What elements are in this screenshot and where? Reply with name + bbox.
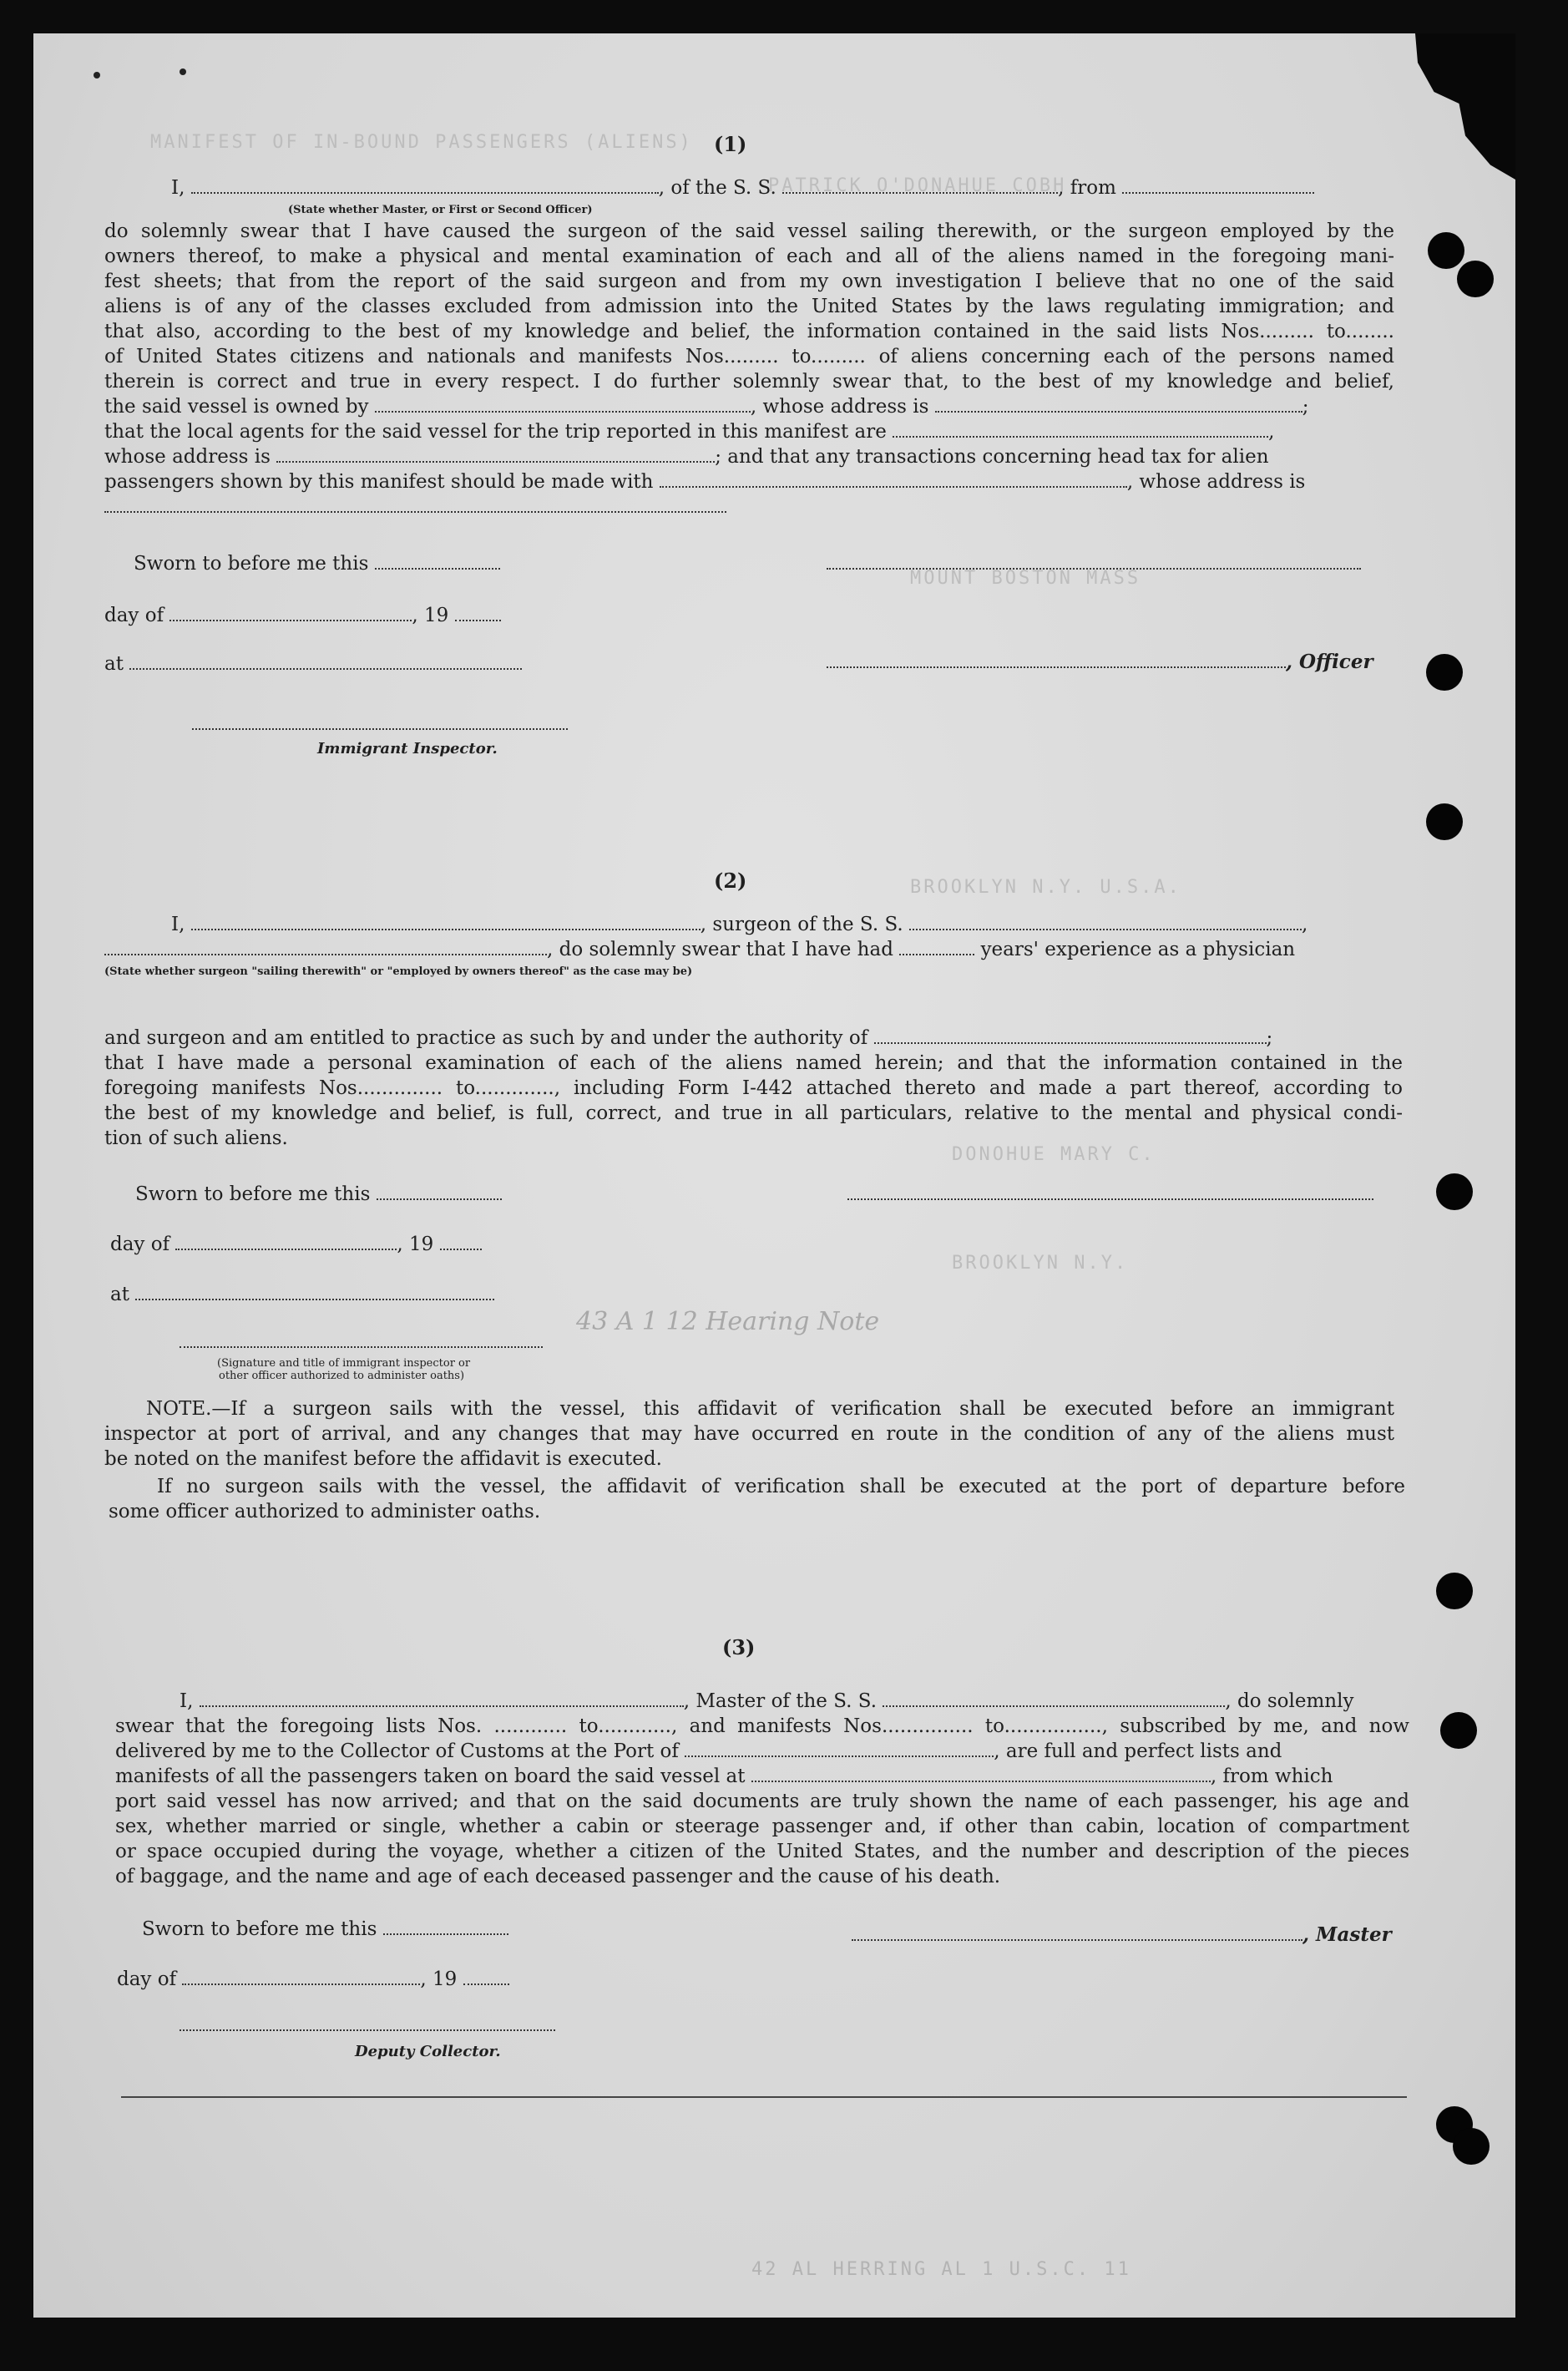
authority-line: and surgeon and am entitled to practice as such by and under the authority of ;	[104, 1027, 1273, 1049]
years-experience-label: years' experience as a physician	[980, 939, 1296, 960]
ink-spot	[94, 72, 100, 79]
handwritten-annotation: 43 A 1 12 Hearing Note	[576, 1307, 880, 1336]
agents-address-label: whose address is	[104, 446, 271, 468]
punch-hole	[1428, 232, 1464, 269]
at-line-1	[104, 651, 522, 676]
owned-by-line: the said vessel is owned by , whose address is ;	[104, 396, 1309, 418]
punch-hole	[1426, 654, 1463, 691]
sworn-label: Sworn to before me this	[134, 553, 369, 575]
section-3-body-line: or space occupied during the voyage, whether a citizen of the United States, and the number and description of the pieces	[115, 1841, 1409, 1862]
section-2-body-line: the best of my knowledge and belief, is full, correct, and true in all particulars, relative to the mental and physical condi-	[104, 1102, 1403, 1124]
authorized-signature-field[interactable]	[180, 1331, 543, 1348]
bleed-through-text: PATRICK O'DONAHUE COBH	[768, 175, 1067, 196]
surgeon-state-note: (State whether surgeon "sailing therewith" or "employed by owners thereof" as the case may be)	[104, 965, 693, 978]
passengers-line	[104, 469, 1305, 494]
note-line: inspector at port of arrival, and any changes that may have occurred en route in the condition of any of the aliens must	[104, 1423, 1394, 1445]
officer-title-line	[827, 650, 1373, 675]
day-of-label: day of	[110, 1234, 170, 1255]
bleed-through-text: BROOKLYN N.Y.	[952, 1253, 1129, 1274]
collector-signature-field[interactable]	[180, 2014, 555, 2031]
section-3-body-line: sex, whether married or single, whether a cabin or steerage passenger and, if other than cabin, location of compartment	[115, 1816, 1409, 1837]
inspector-label: Immigrant Inspector.	[317, 740, 498, 757]
section-3-body-line: port said vessel has now arrived; and that on the said documents are truly shown the name of each passenger, his age and	[115, 1791, 1409, 1812]
sworn-day-field[interactable]	[383, 1918, 508, 1935]
sworn-line-2	[135, 1182, 502, 1207]
surgeon-vessel-field[interactable]	[909, 914, 1302, 930]
contact-address-line	[104, 494, 726, 519]
master-line	[180, 1689, 1353, 1714]
section-1-body-line: therein is correct and true in every respect. I do further solemnly swear that, to the best of my knowledge and belief,	[104, 371, 1394, 393]
from-port-field[interactable]	[1122, 177, 1314, 194]
full-lists-label: , are full and perfect lists and	[994, 1740, 1282, 1762]
sworn-line-3	[142, 1917, 508, 1942]
day-month-field[interactable]	[182, 1968, 420, 1985]
place-field[interactable]	[135, 1284, 494, 1300]
punch-hole	[1436, 1573, 1473, 1609]
agents-address-field[interactable]	[276, 446, 715, 463]
note-line: be noted on the manifest before the affidavit is executed.	[104, 1448, 662, 1470]
punch-hole	[1436, 1173, 1473, 1210]
signature-note: other officer authorized to administer oaths)	[219, 1370, 465, 1382]
day-of-line-1	[104, 603, 501, 628]
master-label: , Master	[1302, 1923, 1392, 1946]
punch-hole	[1457, 261, 1494, 297]
officer-note: (State whether Master, or First or Second Officer)	[288, 204, 593, 216]
boarding-port-line	[115, 1764, 1333, 1789]
torn-corner	[1390, 33, 1515, 180]
section-2-body-line: that I have made a personal examination of each of the aliens named herein; and that the information contained in the	[104, 1052, 1403, 1074]
bleed-through-text: 42 AL HERRING AL 1 U.S.C. 11	[751, 2259, 1131, 2280]
note-line: NOTE.—If a surgeon sails with the vessel, this affidavit of verification shall be executed before an immigrant	[146, 1398, 1394, 1420]
passengers-label: passengers shown by this manifest should be made with	[104, 471, 654, 493]
sworn-day-field[interactable]	[377, 1183, 502, 1200]
bleed-through-text: MANIFEST OF IN-BOUND PASSENGERS (ALIENS)	[150, 132, 693, 153]
punch-hole	[1440, 1712, 1477, 1749]
owner-field[interactable]	[375, 396, 751, 413]
officer-label: , Officer	[1286, 651, 1373, 673]
solemnly-swear-label: , do solemnly swear that I have had	[547, 939, 893, 960]
inspector-signature-field[interactable]	[192, 713, 568, 730]
ink-spot	[180, 68, 186, 75]
bleed-through-text: MOUNT BOSTON MASS	[910, 568, 1141, 589]
sworn-day-field[interactable]	[375, 553, 500, 570]
whose-address-label: , whose address is	[750, 396, 929, 418]
at-label: at	[110, 1284, 129, 1305]
officer-signature-line	[827, 551, 1361, 576]
signature-note: (Signature and title of immigrant inspector or	[217, 1357, 471, 1370]
collector-port-line	[115, 1739, 1282, 1764]
from-which-label: , from which	[1210, 1766, 1333, 1787]
section-1-body-line: of United States citizens and nationals and manifests Nos......... to......... of aliens concerning each of the persons named	[104, 346, 1394, 367]
master-name-field[interactable]	[191, 177, 659, 194]
vessel-name-field[interactable]	[883, 1690, 1225, 1707]
surgeon-type-field[interactable]	[104, 939, 547, 955]
section-2-number: (2)	[714, 869, 747, 893]
section-1-number: (1)	[714, 132, 747, 156]
section-1-body-line: owners thereof, to make a physical and mental examination of each and all of the aliens named in the foregoing mani-	[104, 246, 1394, 267]
year-field[interactable]	[463, 1968, 509, 1985]
section-3-number: (3)	[722, 1635, 756, 1659]
at-line-2	[110, 1282, 494, 1307]
surgeon-line: I, , surgeon of the S. S. ,	[171, 914, 1308, 935]
years-experience-field[interactable]	[899, 939, 974, 955]
section-1-master-line	[171, 175, 1314, 200]
section-1-intro: I,	[171, 177, 185, 199]
section-1-body-line: do solemnly swear that I have caused the surgeon of the said vessel sailing therewith, or the surgeon employed by the	[104, 220, 1394, 242]
inspector-signature-line	[192, 712, 568, 737]
year-field[interactable]	[440, 1234, 482, 1250]
place-field[interactable]	[129, 653, 522, 670]
year-field[interactable]	[455, 605, 501, 621]
bottom-rule	[121, 2096, 1407, 2098]
master-signature-field[interactable]	[852, 1924, 1302, 1941]
authorized-signature-line	[180, 1330, 543, 1355]
local-agents-label: that the local agents for the said vessel for the trip reported in this manifest are	[104, 421, 887, 443]
boarding-port-field[interactable]	[751, 1766, 1211, 1782]
surgeon-of-label: , surgeon of the S. S.	[700, 914, 903, 935]
from-label: , from	[1058, 177, 1116, 199]
section-1-body-line: that also, according to the best of my knowledge and belief, the information contained in the said lists Nos......... to........	[104, 321, 1394, 342]
boarding-port-label: manifests of all the passengers taken on board the said vessel at	[115, 1766, 746, 1787]
collector-port-label: delivered by me to the Collector of Customs at the Port of	[115, 1740, 679, 1762]
section-2-intro: I,	[171, 914, 185, 935]
section-1-body-line: fest sheets; that from the report of the said surgeon and from my own investigation I believe that no one of the said	[104, 271, 1394, 292]
local-agents-field[interactable]	[893, 421, 1268, 438]
port-field[interactable]	[685, 1740, 994, 1757]
bleed-through-text: BROOKLYN N.Y. U.S.A.	[910, 877, 1181, 898]
officer-signature-field[interactable]	[827, 553, 1361, 570]
local-agents-line: that the local agents for the said vessel for the trip reported in this manifest are ,	[104, 421, 1275, 443]
bleed-through-text: DONOHUE MARY C.	[952, 1144, 1156, 1165]
authority-field[interactable]	[874, 1027, 1267, 1044]
master-signature-line	[852, 1923, 1392, 1948]
surgeon-signature-field[interactable]	[847, 1183, 1373, 1200]
surgeon-signature-line	[847, 1182, 1373, 1207]
section-2-body-line: foregoing manifests Nos.............. to............., including Form I-442 attached thereto and made a part thereof, according to	[104, 1077, 1403, 1099]
sworn-label: Sworn to before me this	[135, 1183, 371, 1205]
day-of-label: day of	[117, 1968, 177, 1990]
section-3-body-line: of baggage, and the name and age of each deceased passenger and the cause of his death.	[115, 1866, 1001, 1887]
sworn-line-1	[134, 551, 500, 576]
year-label: , 19	[397, 1234, 434, 1255]
punch-hole	[1453, 2128, 1490, 2165]
day-month-field[interactable]	[169, 605, 412, 621]
experience-line	[104, 937, 1295, 962]
section-3-line: swear that the foregoing lists Nos. ............ to............, and manifests Nos............... to................, subscribed by me, and now	[115, 1715, 1409, 1737]
year-label: , 19	[420, 1968, 458, 1990]
note-line: some officer authorized to administer oaths.	[109, 1501, 541, 1522]
master-name-field[interactable]	[200, 1690, 684, 1707]
contact-address-label: , whose address is	[1126, 471, 1306, 493]
section-3-intro: I,	[180, 1690, 194, 1712]
do-solemnly-label: , do solemnly	[1225, 1690, 1354, 1712]
head-tax-label: ; and that any transactions concerning head tax for alien	[715, 446, 1269, 468]
sworn-label: Sworn to before me this	[142, 1918, 377, 1940]
master-of-label: , Master of the S. S.	[683, 1690, 878, 1712]
owner-address-field[interactable]	[935, 396, 1302, 413]
document-page	[33, 33, 1515, 2318]
of-ss-label: , of the S. S.	[658, 177, 776, 199]
contact-address-field[interactable]	[104, 496, 726, 513]
punch-hole	[1426, 803, 1463, 840]
head-tax-contact-field[interactable]	[660, 471, 1127, 488]
officer-title-field[interactable]	[827, 651, 1286, 668]
year-label: , 19	[412, 605, 449, 626]
day-of-label: day of	[104, 605, 164, 626]
day-month-field[interactable]	[175, 1234, 397, 1250]
collector-label: Deputy Collector.	[355, 2043, 501, 2060]
section-2-body-line: tion of such aliens.	[104, 1127, 288, 1149]
section-1-body-line: aliens is of any of the classes excluded from admission into the United States by the laws regulating immigration; and	[104, 296, 1394, 317]
owned-by-label: the said vessel is owned by	[104, 396, 369, 418]
agents-address-line	[104, 444, 1269, 469]
at-label: at	[104, 653, 124, 675]
day-of-line-2	[110, 1232, 482, 1257]
day-of-line-3	[117, 1967, 509, 1992]
surgeon-name-field[interactable]	[191, 914, 701, 930]
collector-signature-line	[180, 2013, 555, 2038]
vessel-name-field[interactable]	[782, 177, 1058, 194]
authority-label: and surgeon and am entitled to practice as such by and under the authority of	[104, 1027, 868, 1049]
note-line: If no surgeon sails with the vessel, the affidavit of verification shall be executed at the port of departure before	[157, 1476, 1405, 1497]
